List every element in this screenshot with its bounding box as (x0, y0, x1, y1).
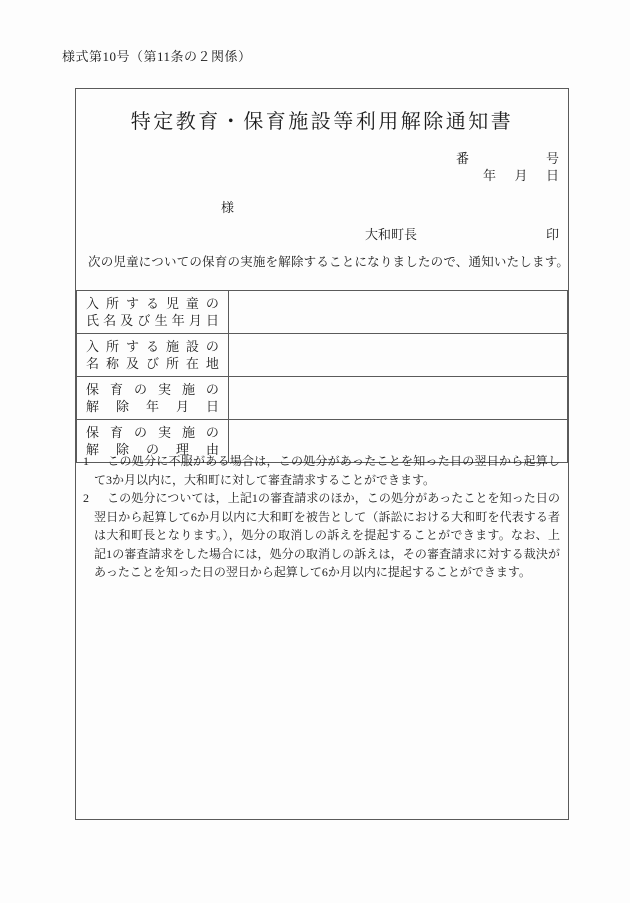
date-year-label: 年 (483, 168, 497, 183)
table-row (77, 291, 568, 334)
note-text: この処分に不服がある場合は，この処分があったことを知った日の翌日から起算して3か月以内に，大和町に対して審査請求することができます。 (94, 454, 560, 487)
form-number-label: 様式第10号（第11条の２関係） (62, 49, 252, 64)
note-number: 2 (83, 491, 89, 505)
table-label-cell (77, 291, 229, 334)
ref-number-suffix: 号 (545, 151, 559, 166)
document-title: 特定教育・保育施設等利用解除通知書 (130, 111, 514, 133)
form-table (76, 290, 568, 463)
table-value-cell (229, 291, 568, 334)
issuer-name: 大和町長 (365, 227, 418, 242)
addressee-honorific: 様 (221, 200, 235, 215)
label-line: 保 育 の 実 施 の (86, 425, 219, 440)
note-text: この処分については，上記1の審査請求のほか，この処分があったことを知った日の翌日から起算して6か月以内に大和町を被告として（訴訟における大和町を代表する者は大和町長となります。），処分の取消しの訴えを提起することができます。なお、上記1の審査請求をした場合には，処分の取消しの訴えは，その審査請求に対する裁決があったことを知った日の翌日から起算して6か月以内に提起することができます。 (94, 491, 560, 579)
seal-mark: 印 (545, 227, 559, 242)
table-row (77, 334, 568, 377)
table-label-cell (77, 334, 229, 377)
legal-notes-section (76, 446, 568, 819)
table-value-cell (229, 334, 568, 377)
issue-date-line (483, 167, 559, 184)
label-line: 氏 名 及 び 生 年 月 日 (86, 313, 219, 328)
label-line: 保 育 の 実 施 の (86, 382, 219, 397)
date-month-label: 月 (514, 168, 528, 183)
label-line: 名 称 及 び 所 在 地 (86, 356, 219, 371)
ref-number-prefix: 番 (456, 151, 470, 166)
label-line: 解 除 年 月 日 (86, 399, 219, 414)
notification-statement: 次の児童についての保育の実施を解除することになりましたので、通知いたします。 (88, 255, 570, 269)
table-row (77, 377, 568, 420)
label-line: 入 所 す る 施 設 の (86, 339, 219, 354)
reference-number-line (456, 150, 559, 167)
table-value-cell (229, 377, 568, 420)
note-number: 1 (83, 454, 89, 468)
table-label-cell (77, 377, 229, 420)
note-item (83, 489, 560, 582)
label-line: 入 所 す る 児 童 の (86, 296, 219, 311)
note-item (83, 452, 560, 489)
document-frame (75, 88, 569, 820)
label-line: 解 除 の 理 由 (86, 442, 219, 457)
issuer-line (365, 226, 559, 243)
date-day-label: 日 (545, 168, 559, 183)
